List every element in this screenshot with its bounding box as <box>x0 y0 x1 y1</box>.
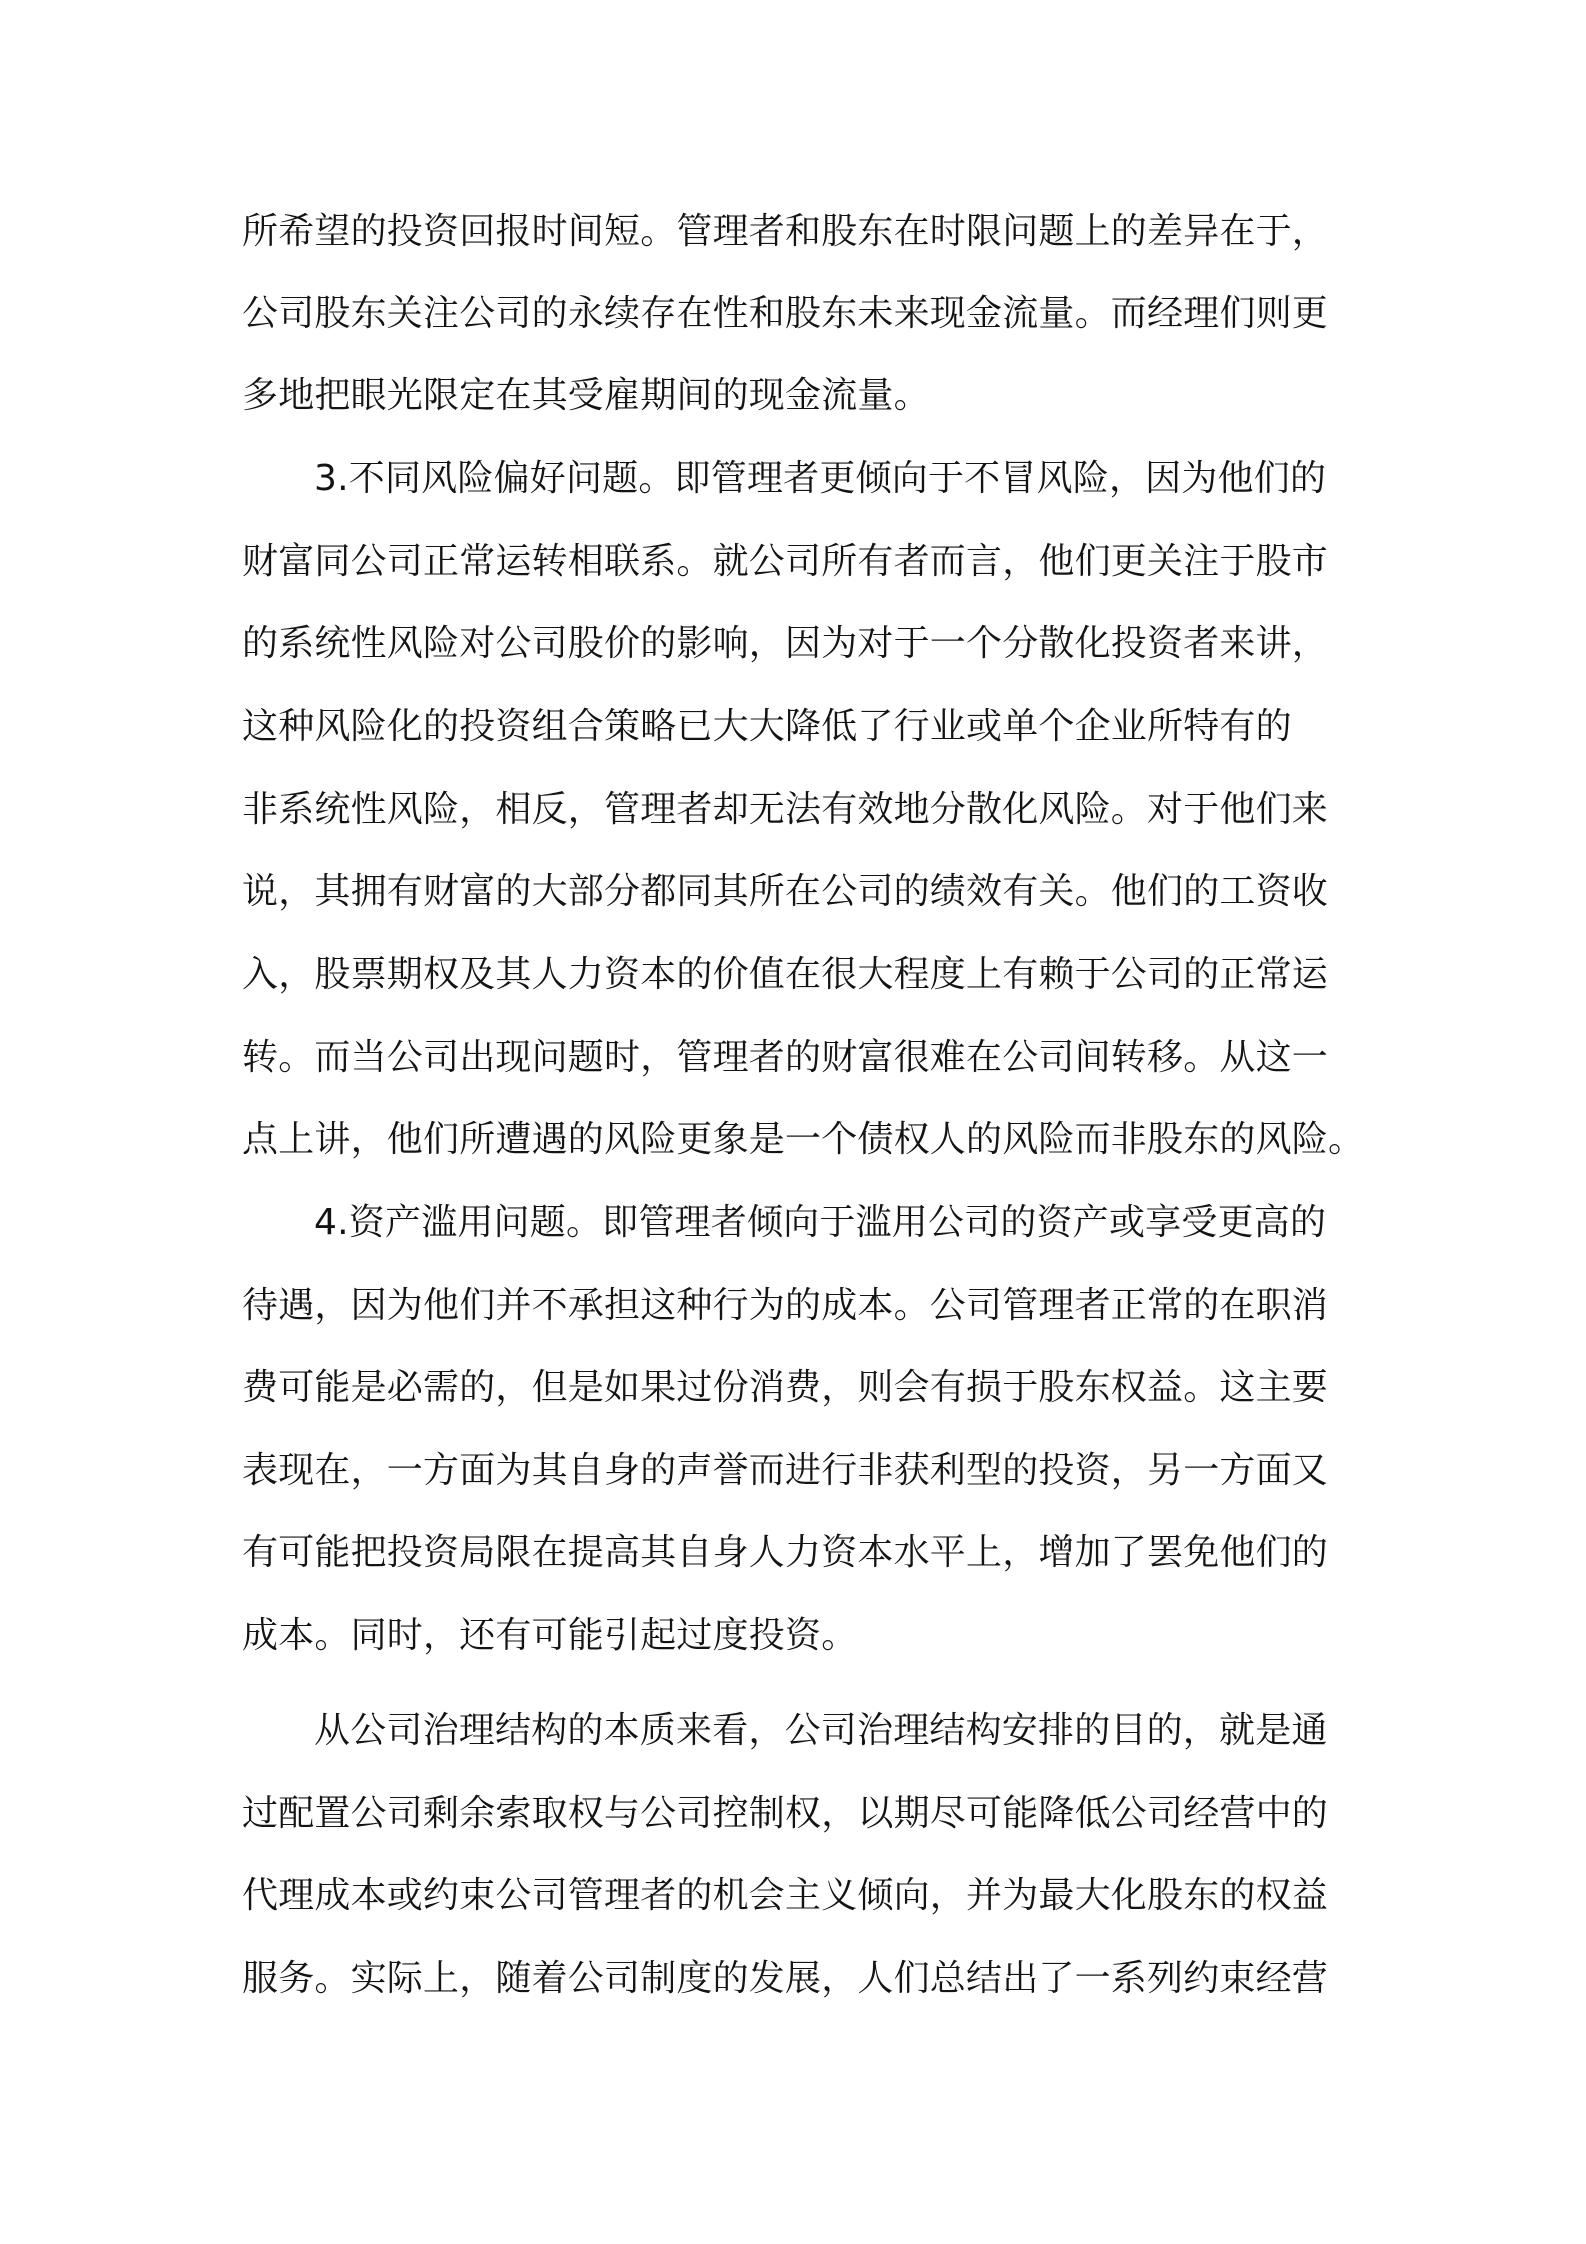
text-line-3: 多地把眼光限定在其受雇期间的现金流量。 <box>242 375 930 416</box>
text-line-18: 成本。同时，还有可能引起过度投资。 <box>242 1615 858 1656</box>
text-line-6: 的系统性风险对公司股价的影响，因为对于一个分散化投资者来讲， <box>242 623 1329 664</box>
text-line-9: 说，其拥有财富的大部分都同其所在公司的绩效有关。他们的工资收 <box>242 871 1329 912</box>
text-line-2: 公司股东关注公司的永续存在性和股东未来现金流量。而经理们则更 <box>242 293 1329 334</box>
text-line-1: 所希望的投资回报时间短。管理者和股东在时限问题上的差异在于， <box>242 211 1329 252</box>
text-line-19: 从公司治理结构的本质来看，公司治理结构安排的目的，就是通 <box>314 1710 1328 1751</box>
text-line-17: 有可能把投资局限在提高其自身人力资本水平上，增加了罢免他们的 <box>242 1532 1329 1573</box>
text-line-7: 这种风险化的投资组合策略已大大降低了行业或单个企业所特有的 <box>242 706 1292 747</box>
text-line-13: 4.资产滥用问题。即管理者倾向于滥用公司的资产或享受更高的 <box>314 1202 1327 1243</box>
text-line-10: 入，股票期权及其人力资本的价值在很大程度上有赖于公司的正常运 <box>242 954 1329 995</box>
text-line-14: 待遇，因为他们并不承担这种行为的成本。公司管理者正常的在职消 <box>242 1285 1329 1326</box>
text-line-11: 转。而当公司出现问题时，管理者的财富很难在公司间转移。从这一 <box>242 1037 1329 1078</box>
text-line-5: 财富同公司正常运转相联系。就公司所有者而言，他们更关注于股市 <box>242 541 1329 582</box>
text-line-16: 表现在，一方面为其自身的声誉而进行非获利型的投资，另一方面又 <box>242 1450 1329 1491</box>
text-line-12: 点上讲，他们所遭遇的风险更象是一个债权人的风险而非股东的风险。 <box>242 1119 1365 1160</box>
text-line-20: 过配置公司剩余索取权与公司控制权，以期尽可能降低公司经营中的 <box>242 1793 1329 1834</box>
text-line-8: 非系统性风险，相反，管理者却无法有效地分散化风险。对于他们来 <box>242 789 1329 830</box>
text-line-21: 代理成本或约束公司管理者的机会主义倾向，并为最大化股东的权益 <box>242 1875 1329 1916</box>
text-line-4: 3.不同风险偏好问题。即管理者更倾向于不冒风险，因为他们的 <box>314 458 1327 499</box>
text-line-22: 服务。实际上，随着公司制度的发展，人们总结出了一系列约束经营 <box>242 1958 1329 1999</box>
text-line-15: 费可能是必需的，但是如果过份消费，则会有损于股东权益。这主要 <box>242 1367 1329 1408</box>
